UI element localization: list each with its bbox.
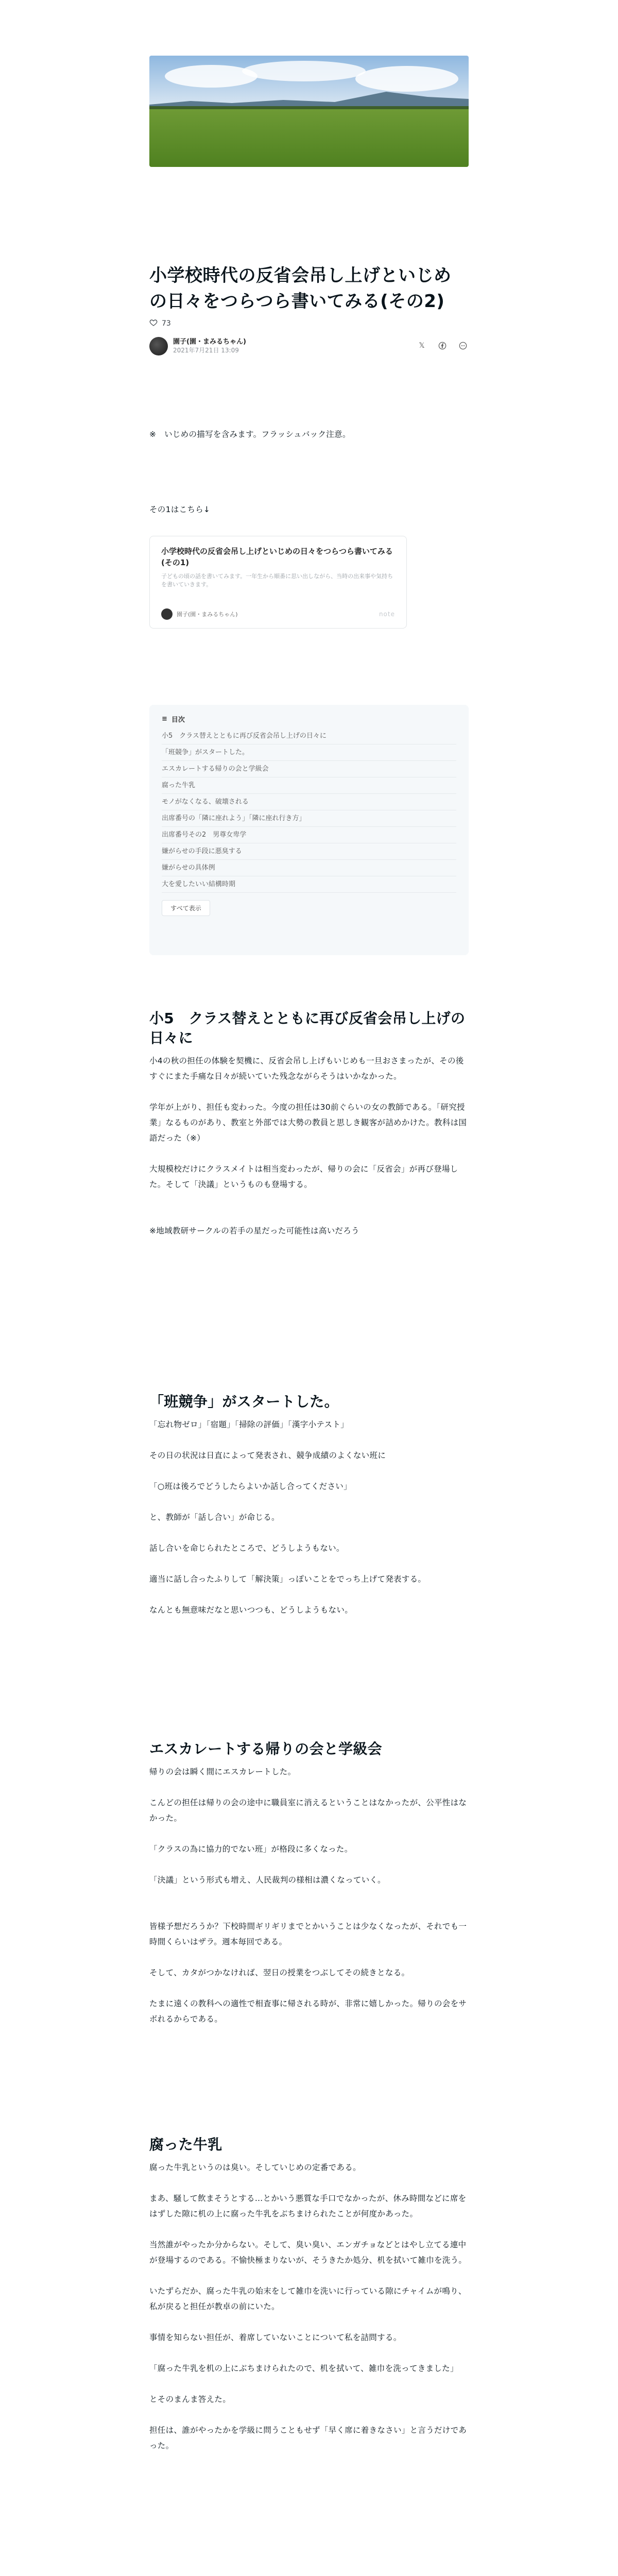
- paragraph: その日の状況は日直によって発表され、競争成績のよくない班に: [149, 1451, 386, 1460]
- paragraph: 「クラスの為に協力的でない班」が格段に多くなった。: [149, 1844, 353, 1854]
- paragraph: たまに遠くの教科への適性で相査事に帰される時が、非常に嬉しかった。帰りの会をサボれるからである。: [149, 1999, 467, 2024]
- embed-title[interactable]: 小学校時代の反省会吊し上げといじめの日々をつらつら書いてみる(その1): [161, 547, 393, 567]
- more-icon[interactable]: [457, 340, 469, 351]
- paragraph: なんとも無意味だなと思いつつも、どうしようもない。: [149, 1605, 353, 1615]
- facebook-share-icon[interactable]: [437, 340, 448, 351]
- paragraph: 「忘れ物ゼロ」「宿題」「掃除の評価」「漢字小テスト」: [149, 1420, 349, 1429]
- section-2: [149, 1392, 469, 1618]
- toc-title: 目次: [171, 716, 185, 724]
- toc-show-all-button[interactable]: すべて表示: [162, 900, 210, 916]
- paragraph: 事情を知らない担任が、着席していないことについて私を詰問する。: [149, 2333, 402, 2342]
- paragraph: と、教師が「話し合い」が命じる。: [149, 1513, 280, 1522]
- avatar[interactable]: [149, 337, 168, 355]
- header-image: [149, 56, 469, 167]
- prev-link-label: その1はこちら↓: [149, 505, 211, 514]
- paragraph: 「○班は後ろでどうしたらよいか話し合ってください」: [149, 1482, 352, 1491]
- paragraph: 帰りの会は瞬く間にエスカレートした。: [149, 1767, 296, 1776]
- paragraph: 学年が上がり、担任も変わった。今度の担任は30前ぐらいの女の教師である。「研究授業」なるものがあり、教室と外部では大勢の教員と思しき観客が詰めかけた。教科は国語だった（※）: [149, 1103, 467, 1143]
- toc-item[interactable]: エスカレートする帰りの会と学級会: [162, 761, 456, 777]
- toc-item[interactable]: 大を愛したいい結構時期: [162, 876, 456, 893]
- section-3: [149, 1739, 469, 2027]
- toc-header: [162, 714, 456, 724]
- toc-item[interactable]: 嫌がらせの手段に悪臭する: [162, 843, 456, 860]
- paragraph: いたずらだか、腐った牛乳の始末をして雑巾を洗いに行っている隙にチャイムが鳴り、私が戻ると担任が教卓の前にいた。: [149, 2286, 467, 2311]
- paragraph: 話し合いを命じられたところで、どうしようもない。: [149, 1544, 345, 1553]
- section-1: [149, 1009, 469, 1239]
- paragraph: 「腐った牛乳を机の上にぶちまけられたので、机を拭いて、雑巾を洗ってきました」: [149, 2364, 458, 2373]
- table-of-contents: [149, 705, 469, 955]
- section-heading: 「班競争」がスタートした。: [149, 1393, 339, 1410]
- toc-list: [162, 728, 456, 893]
- paragraph: 適当に話し合ったふりして「解決策」っぽいことをでっち上げて発表する。: [149, 1574, 426, 1584]
- paragraph: 大規模校だけにクラスメイトは相当変わったが、帰りの会に「反省会」が再び登場した。そして「決議」というものも登場する。: [149, 1164, 458, 1189]
- x-share-icon[interactable]: 𝕏: [419, 342, 425, 350]
- paragraph: 小4の秋の担任の体験を契機に、反省会吊し上げもいじめも一旦おさまったが、その後すぐにまた手痛な日々が続いていた残念ながらそうはいかなかった。: [149, 1056, 464, 1081]
- section-4: [149, 2135, 469, 2453]
- toc-item[interactable]: 「班競争」がスタートした。: [162, 744, 456, 761]
- paragraph: そして、カタがつかなければ、翌日の授業をつぶしてその続きとなる。: [149, 1968, 410, 1977]
- toc-item[interactable]: モノがなくなる、破壊される: [162, 794, 456, 810]
- embed-description: 子どもの頃の話を書いてみます。一年生から順番に思い出しながら、当時の出来事や気持ちを書いていきます。: [161, 573, 393, 588]
- toc-item[interactable]: 出席番号の「隣に座れよう」「隣に座れ行き方」: [162, 810, 456, 827]
- section-heading: 小5 クラス替えとともに再び反省会吊し上げの日々に: [149, 1010, 466, 1046]
- paragraph: 当然誰がやったか分からない。そして、臭い臭い、エンガチョなどとはやし立てる連中が登場するのである。不愉快極まりないが、そうきたか処分、机を拭いて雑巾を洗う。: [149, 2240, 467, 2265]
- toc-item[interactable]: 出席番号その2 男尊女卑学: [162, 827, 456, 843]
- paragraph: 担任は、誰がやったかを学級に問うこともせず「早く席に着きなさい」と言うだけであった。: [149, 2426, 467, 2450]
- like-area[interactable]: [149, 318, 469, 329]
- paragraph: 腐った牛乳というのは臭い。そしていじめの定番である。: [149, 2163, 361, 2172]
- paragraph: 皆様予想だろうか？下校時間ギリギリまでとかいうことは少なくなったが、それでも一時間くらいはザラ。週本毎回である。: [149, 1922, 467, 1946]
- author-name[interactable]: 園子(園・まみるちゃん): [173, 338, 246, 346]
- publish-date: 2021年7月21日 13:09: [173, 347, 239, 354]
- embed-avatar: [161, 608, 173, 620]
- paragraph: ※地域教研サークルの若手の星だった可能性は高いだろう: [149, 1226, 359, 1235]
- toc-item[interactable]: 嫌がらせの具体例: [162, 860, 456, 876]
- author-row: [149, 336, 469, 357]
- paragraph: まあ、騒して飲まそうとする…とかいう悪質な手口でなかったが、休み時間などに席をはずした隙に机の上に腐った牛乳をぶちまけられたことが何度かあった。: [149, 2194, 467, 2218]
- toc-item[interactable]: 小5 クラス替えとともに再び反省会吊し上げの日々に: [162, 728, 456, 744]
- toc-item[interactable]: 腐った牛乳: [162, 777, 456, 794]
- list-icon: ≡: [162, 715, 167, 723]
- embed-author: 園子(園・まみるちゃん): [177, 611, 238, 618]
- rice-field-image: [149, 56, 469, 167]
- like-count: 73: [162, 319, 171, 328]
- section-heading: 腐った牛乳: [149, 2136, 222, 2153]
- content-warning: ※ いじめの描写を含みます。フラッシュバック注意。: [149, 430, 351, 439]
- paragraph: とそのまんま答えた。: [149, 2395, 231, 2404]
- section-heading: エスカレートする帰りの会と学級会: [149, 1740, 382, 1757]
- embed-card-part1[interactable]: [149, 536, 407, 629]
- note-logo: note: [379, 611, 395, 618]
- heart-icon[interactable]: [149, 318, 158, 329]
- paragraph: 「決議」という形式も増え、人民裁判の様相は濃くなっていく。: [149, 1875, 386, 1885]
- paragraph: こんどの担任は帰りの会の途中に職員室に消えるということはなかったが、公平性はなかった。: [149, 1798, 467, 1823]
- share-buttons: [416, 340, 469, 351]
- article-title: 小学校時代の反省会吊し上げといじめの日々をつらつら書いてみる(その2): [149, 265, 452, 312]
